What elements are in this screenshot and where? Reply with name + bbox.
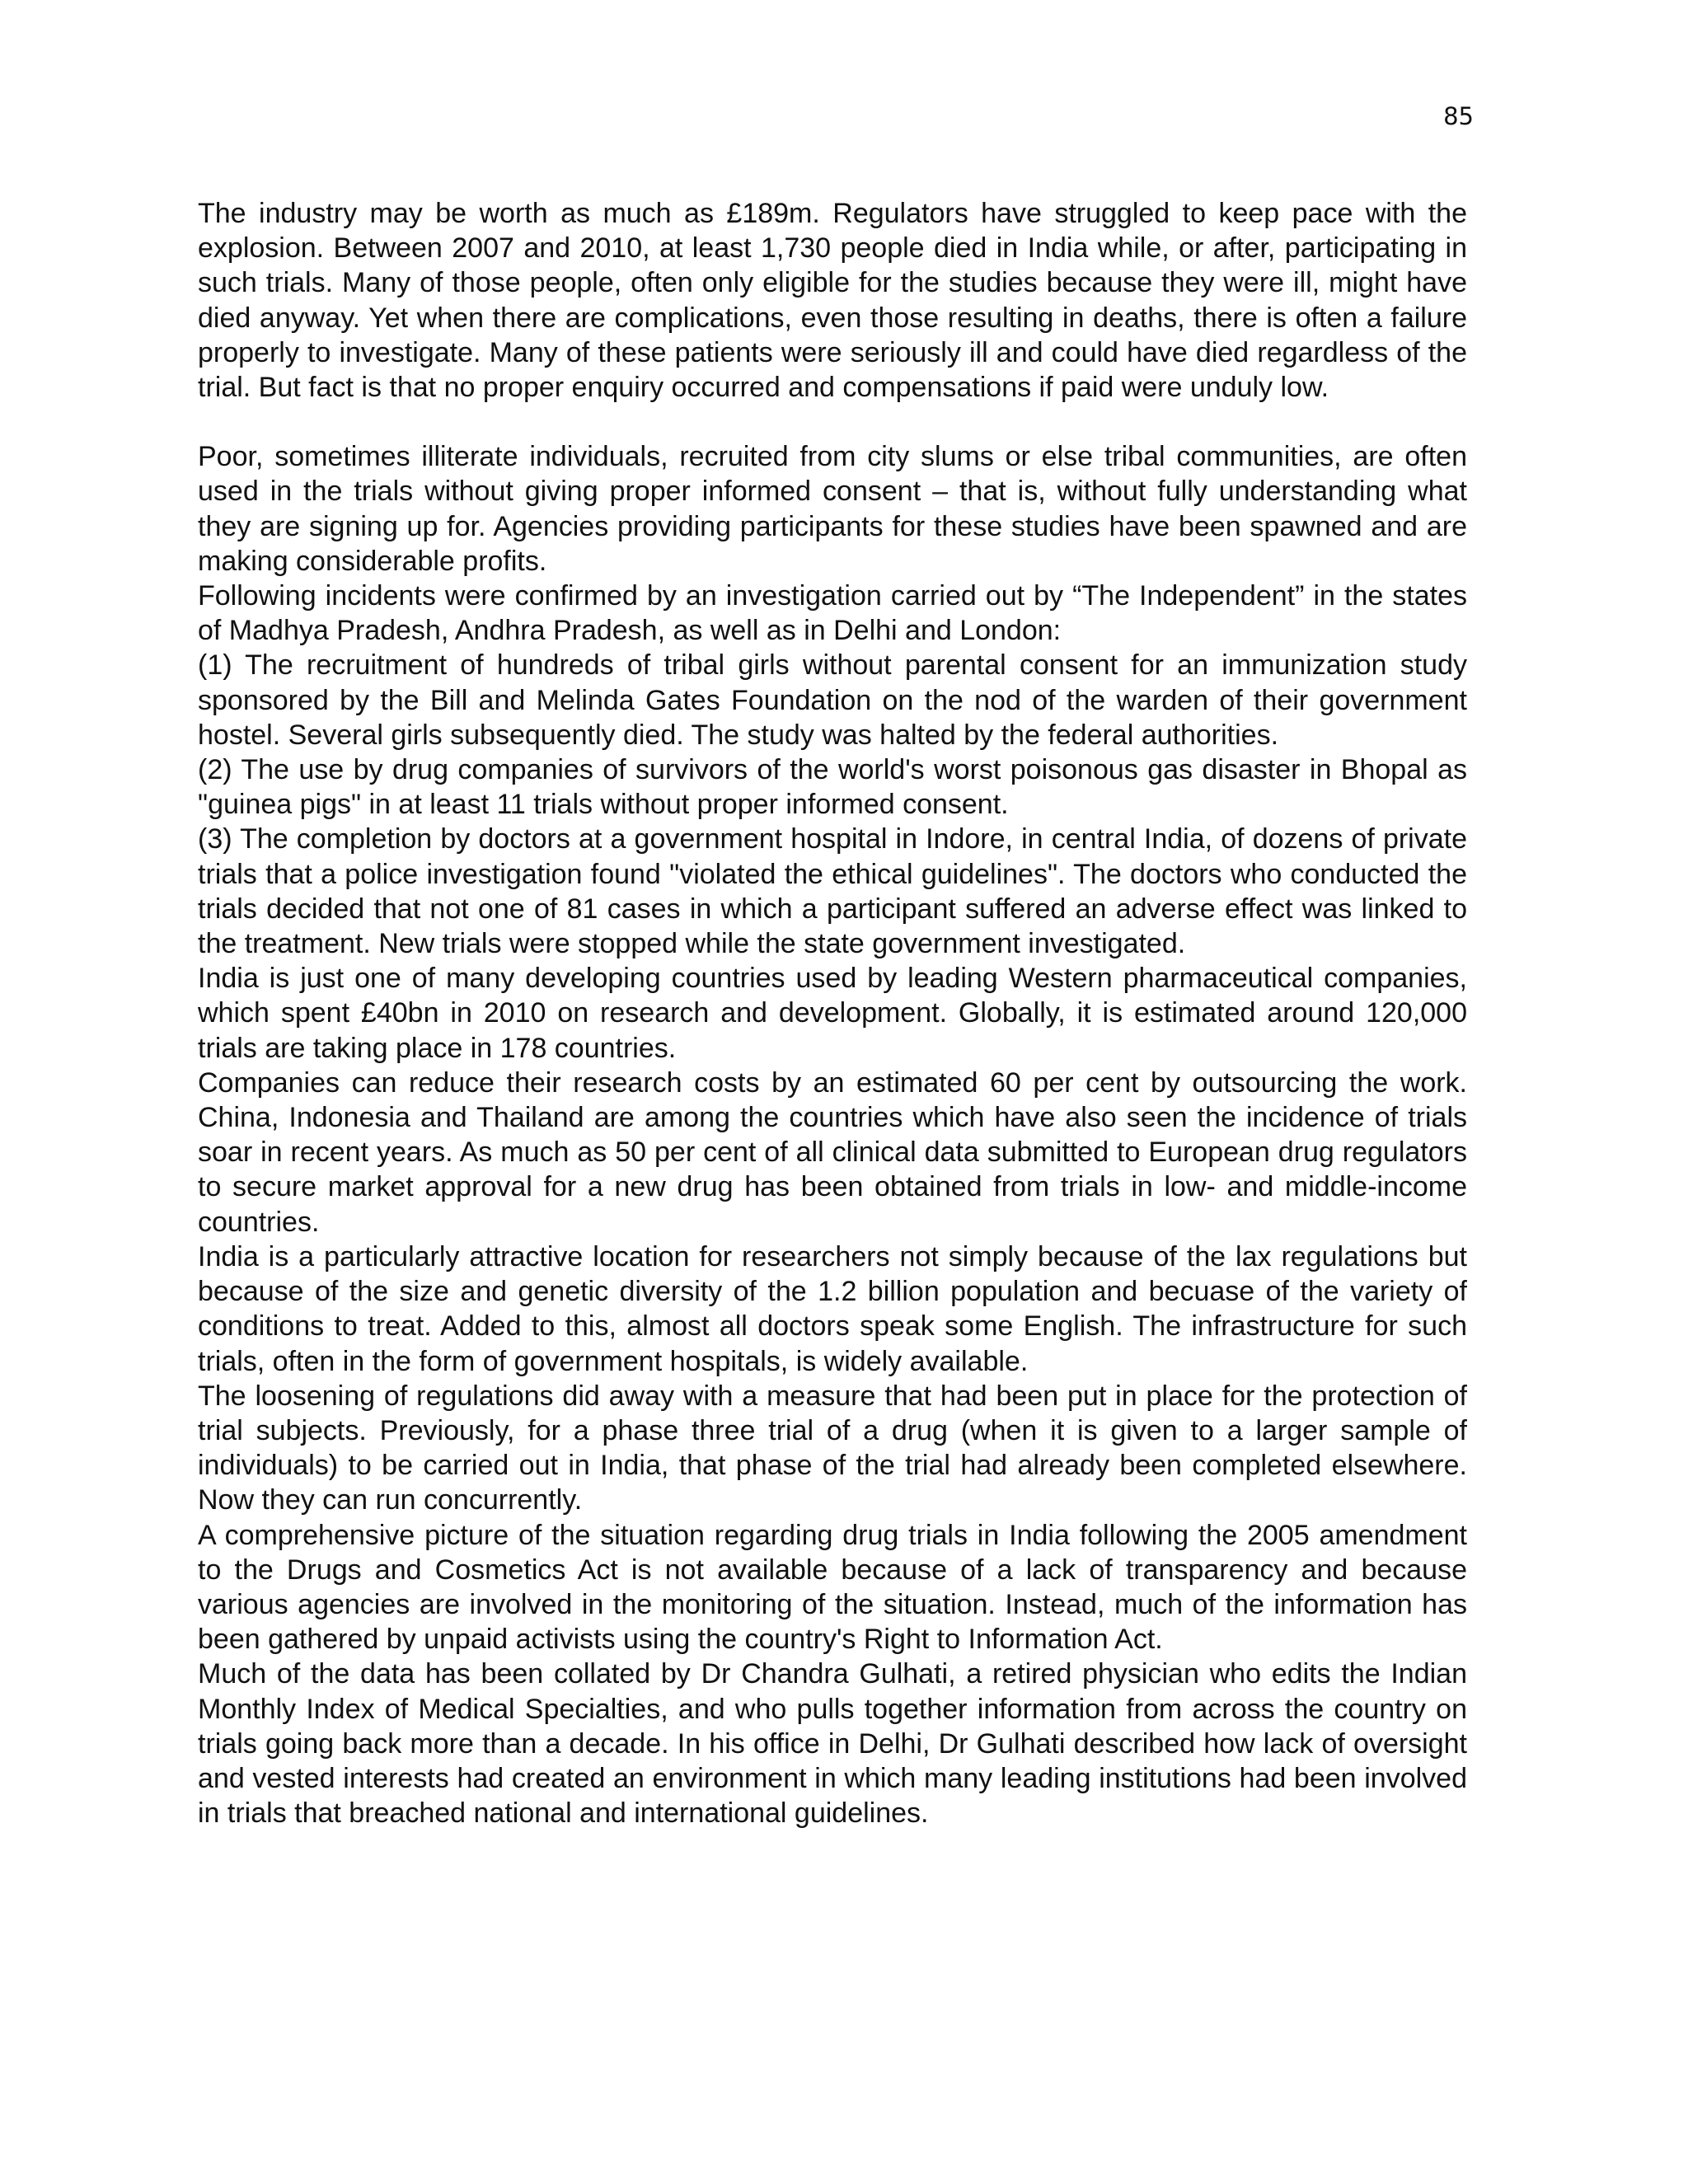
paragraph-incident-2: (2) The use by drug companies of survivors of the world's worst poisonous gas disaster in Bhopal as "guinea pigs" in at least 11 trials without proper informed consent. bbox=[198, 754, 1467, 821]
paragraph-incident-3: (3) The completion by doctors at a government hospital in Indore, in central India, of dozens of private trials that a police investigation found "violated the ethical guidelines". The doctors who conducted the trials decided that not one of 81 cases in which a participant suffered an adverse effect was linked to the treatment. New trials were stopped while the state government investigated. bbox=[198, 823, 1467, 960]
paragraph-informed-consent: Poor, sometimes illiterate individuals, recruited from city slums or else tribal communities, are often used in the trials without giving proper informed consent – that is, without fully understanding what they are signing up for. Agencies providing participants for these studies have been spawned and are making considerable profits. bbox=[198, 441, 1467, 577]
paragraph-industry-worth: The industry may be worth as much as £189m. Regulators have struggled to keep pace with the explosion. Between 2007 and 2010, at least 1,730 people died in India while, or after, participating in such trials. Many of those people, often only eligible for the studies because they were ill, might have died anyway. Yet when there are complications, even those resulting in deaths, there is often a failure properly to investigate. Many of these patients were seriously ill and could have died regardless of the trial. But fact is that no proper enquiry occurred and compensations if paid were unduly low. bbox=[198, 198, 1467, 404]
paragraph-developing-countries: India is just one of many developing countries used by leading Western pharmaceutical companies, which spent £40bn in 2010 on research and development. Globally, it is estimated around 120,000 trials are taking place in 178 countries. bbox=[198, 963, 1467, 1064]
paragraph-incident-1: (1) The recruitment of hundreds of tribal girls without parental consent for an immunization study sponsored by the Bill and Melinda Gates Foundation on the nod of the warden of their government hostel. Several girls subsequently died. The study was halted by the federal authorities. bbox=[198, 649, 1467, 751]
paragraph-comprehensive-picture: A comprehensive picture of the situation regarding drug trials in India following the 2005 amendment to the Drugs and Cosmetics Act is not available because of a lack of transparency and because various agencies are involved in the monitoring of the situation. Instead, much of the information has been gathered by unpaid activists using the country's Right to Information Act. bbox=[198, 1519, 1467, 1656]
page-number: 85 bbox=[1443, 102, 1474, 130]
paragraph-india-attractive: India is a particularly attractive location for researchers not simply because of the lax regulations but because of the size and genetic diversity of the 1.2 billion population and becuase of the variety of conditions to treat. Added to this, almost all doctors speak some English. The infrastructure for such trials, often in the form of government hospitals, is widely available. bbox=[198, 1240, 1467, 1377]
paragraph-investigation-intro: Following incidents were confirmed by an investigation carried out by “The Independent” in the states of Madhya Pradesh, Andhra Pradesh, as well as in Delhi and London: bbox=[198, 580, 1467, 647]
paragraph-outsourcing-costs: Companies can reduce their research costs by an estimated 60 per cent by outsourcing the work. China, Indonesia and Thailand are among the countries which have also seen the incidence of trials soar in recent years. As much as 50 per cent of all clinical data submitted to European drug regulators to secure market approval for a new drug has been obtained from trials in low- and middle-income countries. bbox=[198, 1066, 1467, 1238]
page-body bbox=[198, 196, 1467, 1830]
paragraph-gulhati-data: Much of the data has been collated by Dr Chandra Gulhati, a retired physician who edits the Indian Monthly Index of Medical Specialties, and who pulls together information from across the country on trials going back more than a decade. In his office in Delhi, Dr Gulhati described how lack of oversight and vested interests had created an environment in which many leading institutions had been involved in trials that breached national and international guidelines. bbox=[198, 1658, 1467, 1830]
paragraph-loosening-regulations: The loosening of regulations did away with a measure that had been put in place for the protection of trial subjects. Previously, for a phase three trial of a drug (when it is given to a larger sample of individuals) to be carried out in India, that phase of the trial had already been completed elsewhere. Now they can run concurrently. bbox=[198, 1380, 1467, 1516]
